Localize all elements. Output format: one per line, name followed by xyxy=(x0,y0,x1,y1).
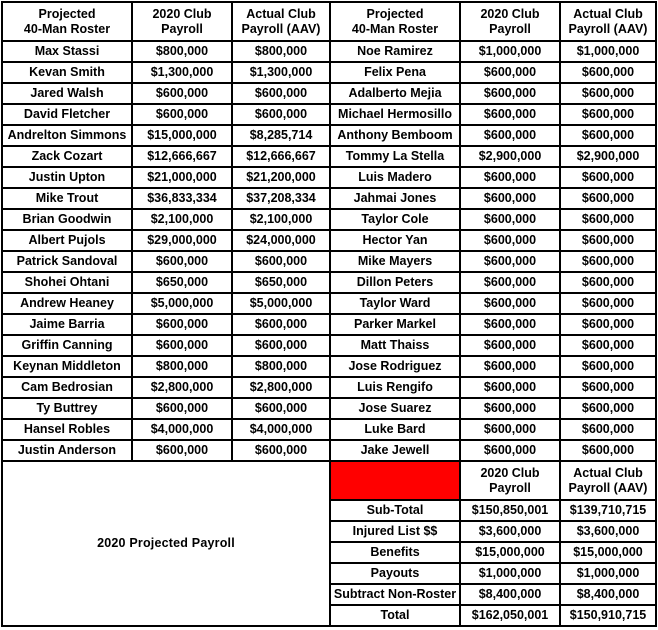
summary-actual-payroll: $15,000,000 xyxy=(560,542,656,563)
table-row xyxy=(2,41,656,62)
left-actual-payroll: $2,100,000 xyxy=(232,209,330,230)
right-club-payroll: $600,000 xyxy=(460,230,560,251)
summary-label: Sub-Total xyxy=(330,500,460,521)
left-club-payroll: $650,000 xyxy=(132,272,232,293)
summary-club-payroll: $150,850,001 xyxy=(460,500,560,521)
left-club-payroll: $5,000,000 xyxy=(132,293,232,314)
left-club-payroll: $12,666,667 xyxy=(132,146,232,167)
right-club-payroll: $600,000 xyxy=(460,167,560,188)
left-actual-payroll: $4,000,000 xyxy=(232,419,330,440)
right-club-payroll: $600,000 xyxy=(460,356,560,377)
right-player-name: Jose Suarez xyxy=(330,398,460,419)
right-actual-payroll: $600,000 xyxy=(560,293,656,314)
right-player-name: Jake Jewell xyxy=(330,440,460,461)
left-club-payroll: $600,000 xyxy=(132,314,232,335)
right-club-payroll: $600,000 xyxy=(460,209,560,230)
summary-club-payroll: $3,600,000 xyxy=(460,521,560,542)
table-row xyxy=(2,83,656,104)
left-player-name: Shohei Ohtani xyxy=(2,272,132,293)
right-actual-payroll: $600,000 xyxy=(560,377,656,398)
right-player-name: Felix Pena xyxy=(330,62,460,83)
left-actual-payroll: $600,000 xyxy=(232,251,330,272)
table-row xyxy=(2,440,656,461)
left-header-club-payroll: 2020 Club Payroll xyxy=(132,2,232,41)
left-player-name: Justin Upton xyxy=(2,167,132,188)
left-player-name: Andrew Heaney xyxy=(2,293,132,314)
right-player-name: Anthony Bemboom xyxy=(330,125,460,146)
right-actual-payroll: $2,900,000 xyxy=(560,146,656,167)
summary-label: Payouts xyxy=(330,563,460,584)
left-actual-payroll: $2,800,000 xyxy=(232,377,330,398)
left-club-payroll: $2,100,000 xyxy=(132,209,232,230)
summary-header-actual-payroll: Actual Club Payroll (AAV) xyxy=(560,461,656,500)
right-club-payroll: $600,000 xyxy=(460,293,560,314)
left-club-payroll: $800,000 xyxy=(132,41,232,62)
table-row xyxy=(2,377,656,398)
table-row xyxy=(2,62,656,83)
table-row xyxy=(2,335,656,356)
left-club-payroll: $36,833,334 xyxy=(132,188,232,209)
left-player-name: Cam Bedrosian xyxy=(2,377,132,398)
summary-actual-payroll: $8,400,000 xyxy=(560,584,656,605)
right-actual-payroll: $600,000 xyxy=(560,398,656,419)
right-club-payroll: $2,900,000 xyxy=(460,146,560,167)
table-row xyxy=(2,293,656,314)
right-player-name: Taylor Cole xyxy=(330,209,460,230)
table-row xyxy=(2,419,656,440)
summary-label: Total xyxy=(330,605,460,626)
right-player-name: Hector Yan xyxy=(330,230,460,251)
right-header-roster: Projected 40-Man Roster xyxy=(330,2,460,41)
table-row xyxy=(2,251,656,272)
right-club-payroll: $600,000 xyxy=(460,272,560,293)
table-row xyxy=(2,188,656,209)
left-club-payroll: $600,000 xyxy=(132,104,232,125)
left-player-name: David Fletcher xyxy=(2,104,132,125)
left-actual-payroll: $12,666,667 xyxy=(232,146,330,167)
right-club-payroll: $600,000 xyxy=(460,104,560,125)
summary-actual-payroll: $150,910,715 xyxy=(560,605,656,626)
right-actual-payroll: $600,000 xyxy=(560,104,656,125)
summary-club-payroll: $8,400,000 xyxy=(460,584,560,605)
right-player-name: Mike Mayers xyxy=(330,251,460,272)
right-actual-payroll: $600,000 xyxy=(560,419,656,440)
left-club-payroll: $15,000,000 xyxy=(132,125,232,146)
left-club-payroll: $29,000,000 xyxy=(132,230,232,251)
left-club-payroll: $800,000 xyxy=(132,356,232,377)
left-actual-payroll: $800,000 xyxy=(232,356,330,377)
right-actual-payroll: $600,000 xyxy=(560,188,656,209)
right-actual-payroll: $600,000 xyxy=(560,335,656,356)
summary-actual-payroll: $139,710,715 xyxy=(560,500,656,521)
right-club-payroll: $600,000 xyxy=(460,251,560,272)
left-club-payroll: $600,000 xyxy=(132,398,232,419)
summary-actual-payroll: $3,600,000 xyxy=(560,521,656,542)
right-player-name: Michael Hermosillo xyxy=(330,104,460,125)
right-actual-payroll: $600,000 xyxy=(560,356,656,377)
left-actual-payroll: $1,300,000 xyxy=(232,62,330,83)
left-club-payroll: $600,000 xyxy=(132,83,232,104)
table-row xyxy=(2,125,656,146)
summary-label: Subtract Non-Roster xyxy=(330,584,460,605)
left-player-name: Hansel Robles xyxy=(2,419,132,440)
left-player-name: Kevan Smith xyxy=(2,62,132,83)
left-player-name: Max Stassi xyxy=(2,41,132,62)
right-player-name: Adalberto Mejia xyxy=(330,83,460,104)
payroll-table xyxy=(1,1,657,627)
left-player-name: Keynan Middleton xyxy=(2,356,132,377)
left-actual-payroll: $600,000 xyxy=(232,440,330,461)
right-club-payroll: $600,000 xyxy=(460,83,560,104)
summary-club-payroll: $1,000,000 xyxy=(460,563,560,584)
left-club-payroll: $600,000 xyxy=(132,440,232,461)
right-player-name: Taylor Ward xyxy=(330,293,460,314)
left-header-roster: Projected 40-Man Roster xyxy=(2,2,132,41)
right-player-name: Noe Ramirez xyxy=(330,41,460,62)
left-player-name: Brian Goodwin xyxy=(2,209,132,230)
table-row xyxy=(2,398,656,419)
left-club-payroll: $4,000,000 xyxy=(132,419,232,440)
left-actual-payroll: $600,000 xyxy=(232,314,330,335)
table-row xyxy=(2,209,656,230)
left-player-name: Mike Trout xyxy=(2,188,132,209)
right-player-name: Dillon Peters xyxy=(330,272,460,293)
summary-club-payroll: $162,050,001 xyxy=(460,605,560,626)
left-player-name: Albert Pujols xyxy=(2,230,132,251)
right-player-name: Tommy La Stella xyxy=(330,146,460,167)
left-club-payroll: $21,000,000 xyxy=(132,167,232,188)
left-header-actual-payroll: Actual Club Payroll (AAV) xyxy=(232,2,330,41)
left-actual-payroll: $650,000 xyxy=(232,272,330,293)
left-club-payroll: $1,300,000 xyxy=(132,62,232,83)
right-club-payroll: $1,000,000 xyxy=(460,41,560,62)
right-actual-payroll: $1,000,000 xyxy=(560,41,656,62)
left-actual-payroll: $8,285,714 xyxy=(232,125,330,146)
right-actual-payroll: $600,000 xyxy=(560,125,656,146)
left-actual-payroll: $21,200,000 xyxy=(232,167,330,188)
table-row xyxy=(2,146,656,167)
left-club-payroll: $600,000 xyxy=(132,335,232,356)
table-row xyxy=(2,167,656,188)
left-actual-payroll: $600,000 xyxy=(232,335,330,356)
right-club-payroll: $600,000 xyxy=(460,125,560,146)
left-player-name: Patrick Sandoval xyxy=(2,251,132,272)
right-player-name: Luke Bard xyxy=(330,419,460,440)
table-row xyxy=(2,230,656,251)
right-player-name: Parker Markel xyxy=(330,314,460,335)
right-actual-payroll: $600,000 xyxy=(560,167,656,188)
right-actual-payroll: $600,000 xyxy=(560,209,656,230)
left-player-name: Griffin Canning xyxy=(2,335,132,356)
left-player-name: Jared Walsh xyxy=(2,83,132,104)
right-club-payroll: $600,000 xyxy=(460,335,560,356)
right-club-payroll: $600,000 xyxy=(460,314,560,335)
right-header-actual-payroll: Actual Club Payroll (AAV) xyxy=(560,2,656,41)
summary-label: Benefits xyxy=(330,542,460,563)
summary-club-payroll: $15,000,000 xyxy=(460,542,560,563)
right-player-name: Luis Rengifo xyxy=(330,377,460,398)
table-row xyxy=(2,356,656,377)
right-club-payroll: $600,000 xyxy=(460,398,560,419)
table-row xyxy=(2,104,656,125)
left-player-name: Ty Buttrey xyxy=(2,398,132,419)
left-player-name: Justin Anderson xyxy=(2,440,132,461)
payroll-sheet xyxy=(1,1,657,628)
right-actual-payroll: $600,000 xyxy=(560,62,656,83)
left-club-payroll: $2,800,000 xyxy=(132,377,232,398)
left-actual-payroll: $600,000 xyxy=(232,83,330,104)
right-actual-payroll: $600,000 xyxy=(560,314,656,335)
summary-actual-payroll: $1,000,000 xyxy=(560,563,656,584)
left-actual-payroll: $600,000 xyxy=(232,398,330,419)
left-actual-payroll: $600,000 xyxy=(232,104,330,125)
summary-header-club-payroll: 2020 Club Payroll xyxy=(460,461,560,500)
summary-label: Injured List $$ xyxy=(330,521,460,542)
summary-header-row xyxy=(2,461,656,500)
payroll-title: 2020 Projected Payroll xyxy=(2,461,330,626)
right-player-name: Jahmai Jones xyxy=(330,188,460,209)
header-row xyxy=(2,2,656,41)
left-actual-payroll: $800,000 xyxy=(232,41,330,62)
right-player-name: Luis Madero xyxy=(330,167,460,188)
right-club-payroll: $600,000 xyxy=(460,188,560,209)
left-player-name: Jaime Barria xyxy=(2,314,132,335)
red-swatch xyxy=(330,461,460,500)
right-player-name: Jose Rodriguez xyxy=(330,356,460,377)
right-club-payroll: $600,000 xyxy=(460,62,560,83)
left-player-name: Zack Cozart xyxy=(2,146,132,167)
left-club-payroll: $600,000 xyxy=(132,251,232,272)
right-player-name: Matt Thaiss xyxy=(330,335,460,356)
table-row xyxy=(2,314,656,335)
right-club-payroll: $600,000 xyxy=(460,419,560,440)
right-actual-payroll: $600,000 xyxy=(560,251,656,272)
right-actual-payroll: $600,000 xyxy=(560,230,656,251)
left-player-name: Andrelton Simmons xyxy=(2,125,132,146)
right-actual-payroll: $600,000 xyxy=(560,440,656,461)
right-actual-payroll: $600,000 xyxy=(560,83,656,104)
table-row xyxy=(2,272,656,293)
left-actual-payroll: $5,000,000 xyxy=(232,293,330,314)
right-club-payroll: $600,000 xyxy=(460,377,560,398)
left-actual-payroll: $24,000,000 xyxy=(232,230,330,251)
right-actual-payroll: $600,000 xyxy=(560,272,656,293)
right-header-club-payroll: 2020 Club Payroll xyxy=(460,2,560,41)
right-club-payroll: $600,000 xyxy=(460,440,560,461)
left-actual-payroll: $37,208,334 xyxy=(232,188,330,209)
